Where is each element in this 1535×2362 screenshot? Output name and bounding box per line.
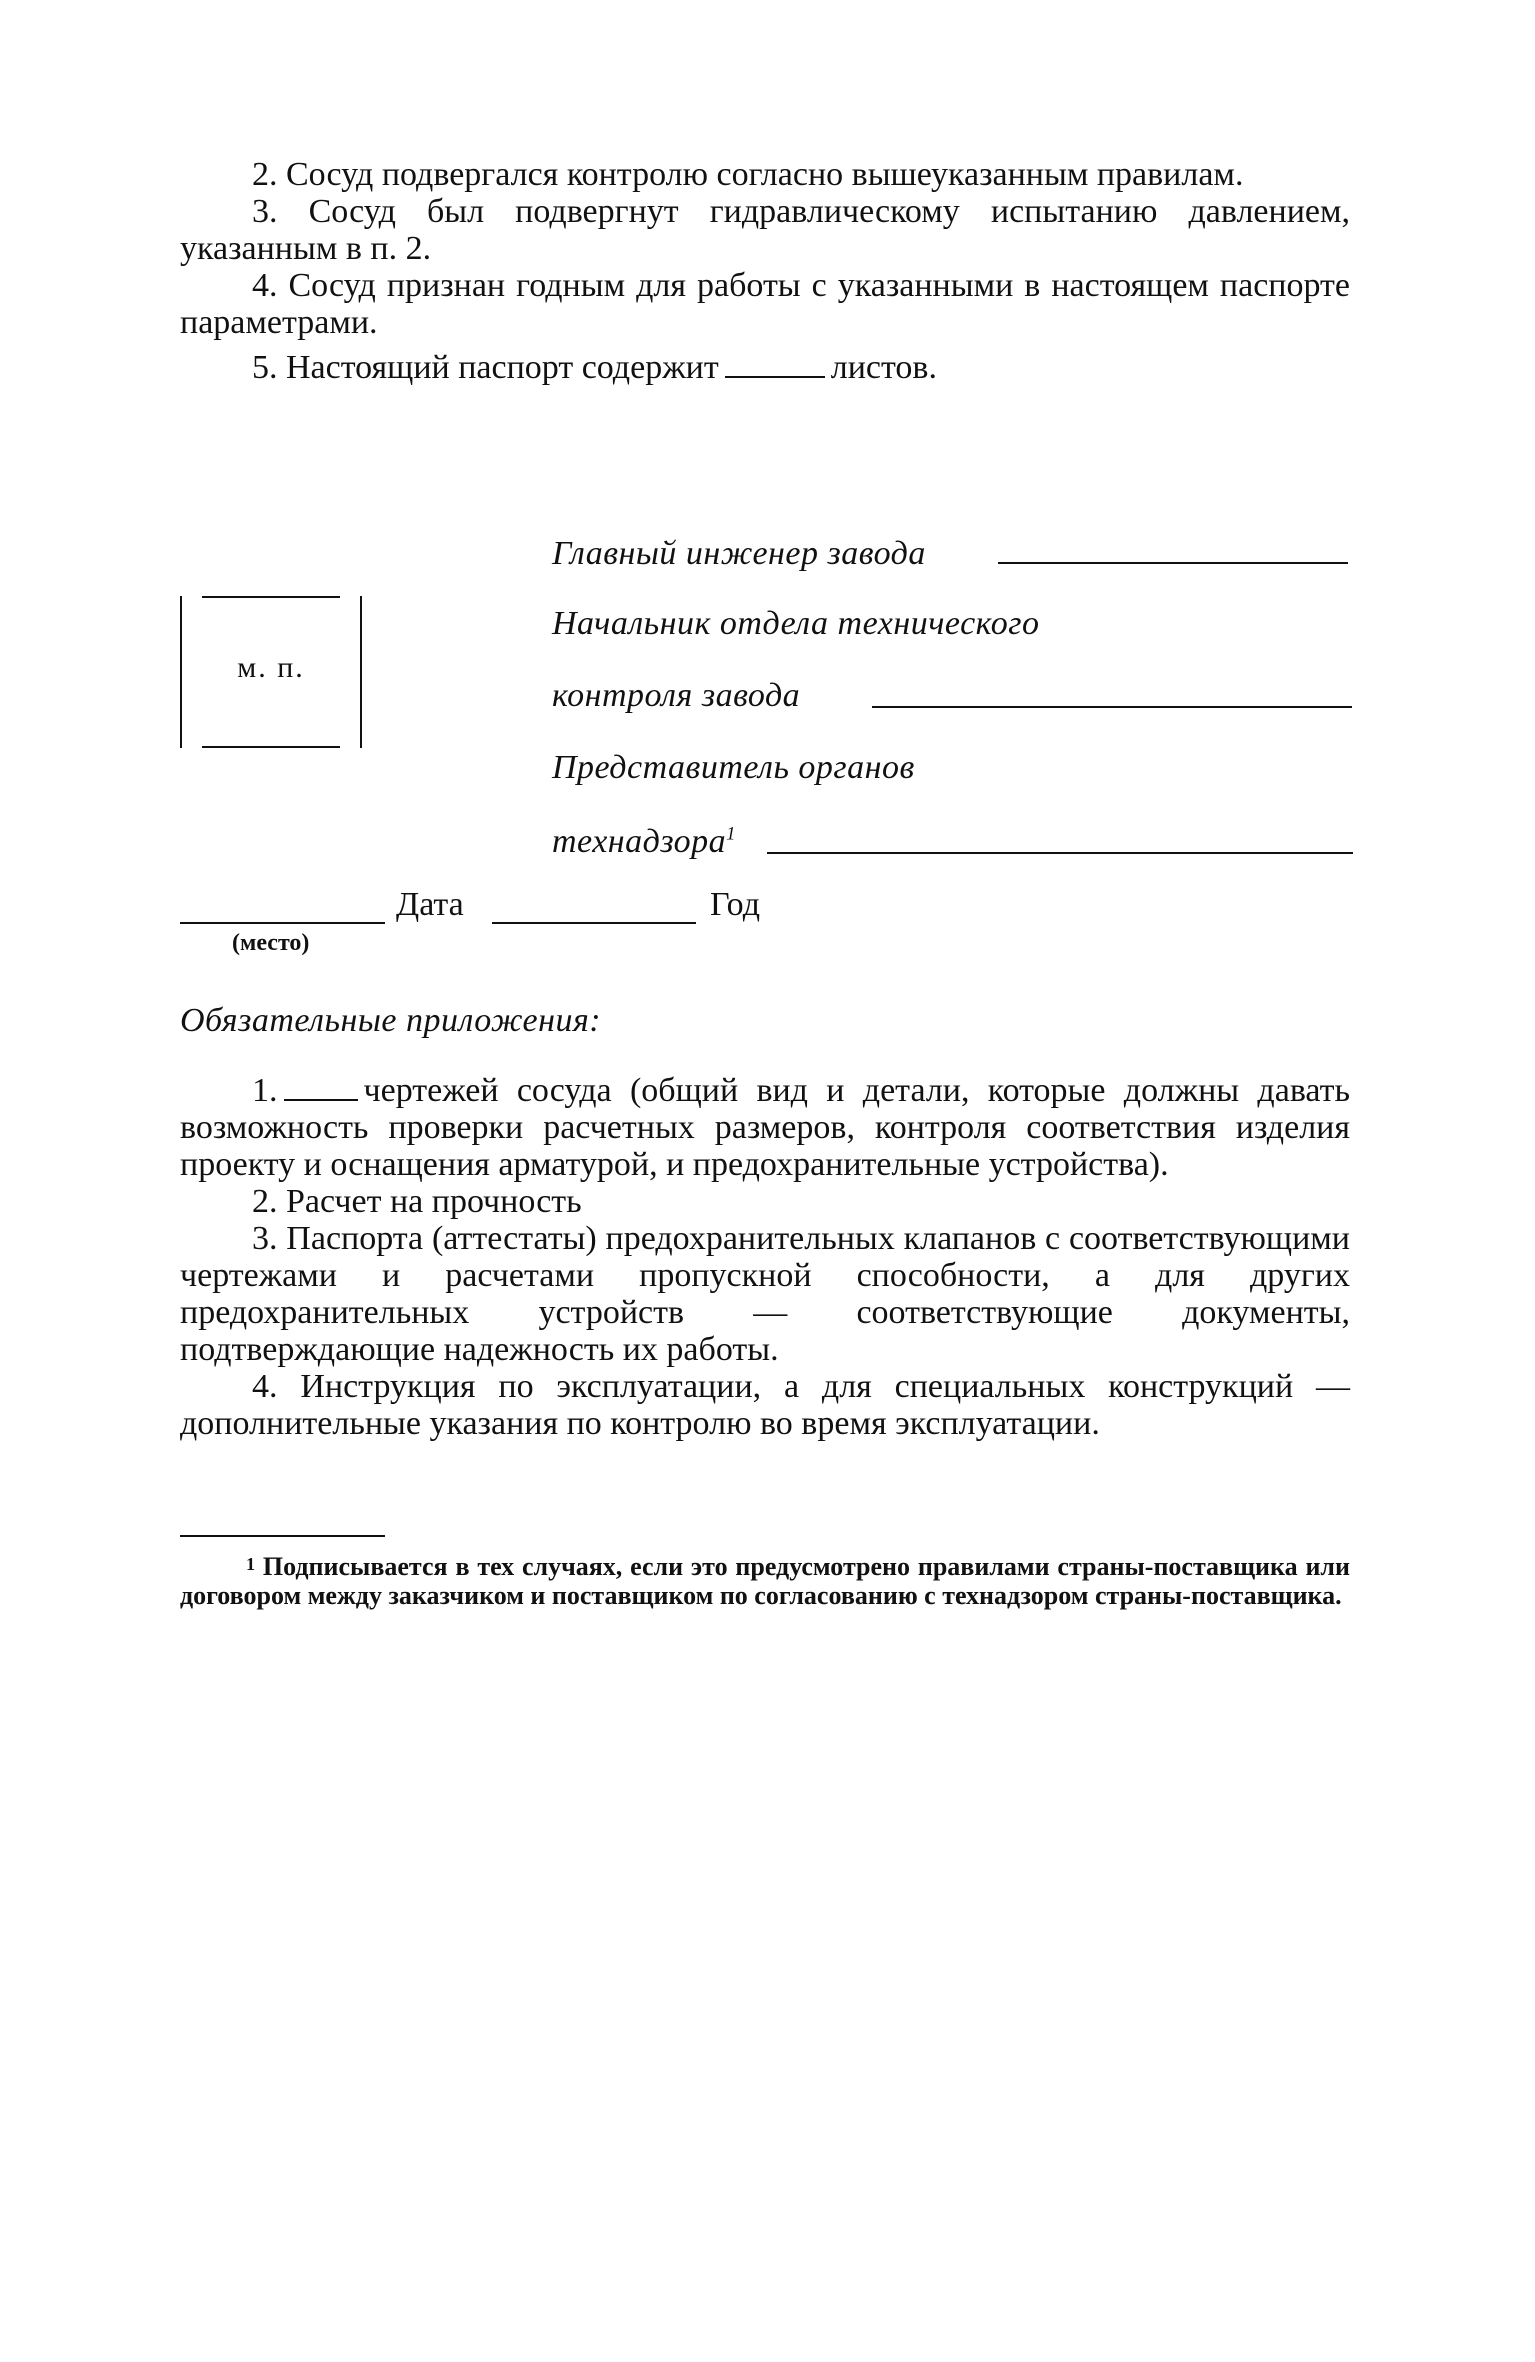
- footnote-mark: 1: [246, 1554, 256, 1574]
- footnote-text: Подписывается в тех случаях, если это предусмотрено правилами страны-поставщика или договором между заказчиком и поставщиком по согласованию с технадзором страны-поставщика.: [180, 1552, 1350, 1610]
- appendix-1: 1. чертежей сосуда (общий вид и детали, которые должны давать возможность проверки расчетных размеров, контроля соответствия изделия проекту и оснащения арматурой, и предохранительные устройства).: [180, 1072, 1350, 1183]
- appendix-4: 4. Инструкция по эксплуатации, а для специальных конструкций — дополнительные указания по контролю во время эксплуатации.: [180, 1368, 1350, 1442]
- qc-head-signature-line: [872, 706, 1352, 708]
- passport-clauses: [180, 156, 1350, 386]
- clause-4: 4. Сосуд признан годным для работы с указанными в настоящем паспорте параметрами.: [180, 267, 1350, 341]
- drawings-count-blank: [284, 1098, 358, 1101]
- year-label: Год: [710, 886, 760, 923]
- appendices-heading: Обязательные приложения:: [180, 1002, 602, 1039]
- appendix-3: 3. Паспорта (аттестаты) предохранительных клапанов с соответствующими чертежами и расчетами пропускной способности, а для других предохранительных устройств — соответствующие документы, подтверждающие надежность их работы.: [180, 1220, 1350, 1368]
- date-line: [492, 922, 696, 924]
- qc-head-label-line2: контроля завода: [552, 677, 801, 714]
- chief-engineer-signature-line: [998, 562, 1348, 564]
- date-label: Дата: [396, 886, 464, 923]
- rep-signature-line: [767, 852, 1353, 854]
- stamp-box: [180, 596, 362, 748]
- sheets-text-before: 5. Настоящий паспорт содержит: [252, 349, 719, 386]
- rep-label-line2: технадзора$^1$: [552, 823, 737, 860]
- clause-2: 2. Сосуд подвергался контролю согласно вышеуказанным правилам.: [252, 156, 1244, 193]
- chief-engineer-label: Главный инженер завода: [552, 535, 926, 572]
- rep-footnote-mark: 1: [726, 823, 737, 845]
- footnote: [180, 1552, 1350, 1610]
- place-line: [180, 922, 385, 924]
- footnote-rule: [180, 1535, 385, 1537]
- appendix-2: 2. Расчет на прочность: [252, 1183, 582, 1220]
- clause-5: [180, 349, 1350, 386]
- place-caption: (место): [232, 930, 310, 956]
- qc-head-label-line1: Начальник отдела технического: [552, 605, 1040, 642]
- clause-3: 3. Сосуд был подвергнут гидравлическому испытанию давлением, указанным в п. 2.: [180, 193, 1350, 267]
- rep-label-line1: Представитель органов: [552, 749, 915, 786]
- sheets-text-after: листов.: [830, 349, 937, 386]
- stamp-label: м. п.: [237, 651, 305, 684]
- sheets-count-blank: [725, 375, 825, 378]
- appendices-list: [180, 1072, 1350, 1442]
